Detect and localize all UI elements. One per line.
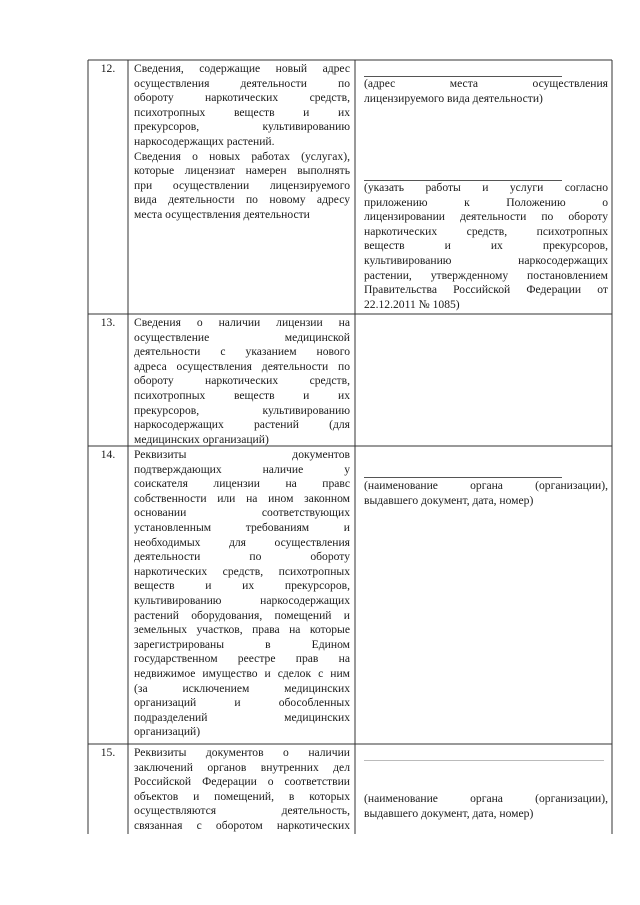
row-number: 12. — [100, 62, 116, 75]
text-line: организаций) — [134, 725, 201, 739]
text-line: осуществления деятельности по — [134, 76, 350, 90]
text-line: объектов и помещений, в которых — [134, 789, 350, 803]
note-line: (указать работы и услуги согласно — [364, 181, 608, 194]
text-line: зарегистрированы в Едином — [134, 637, 350, 651]
text-line: обороту наркотических средств, — [134, 374, 350, 388]
text-line: земельных участков, права на которые — [134, 623, 350, 637]
text-line: психотропных веществ и их — [134, 388, 350, 402]
text-line: медицинских организаций) — [134, 432, 269, 446]
note-line: 22.12.2011 № 1085) — [364, 297, 460, 311]
text-line: адреса осуществления деятельности по — [134, 359, 350, 373]
text-line: заключений органов внутренних дел — [134, 760, 350, 774]
note-line: веществ и их прекурсоров, — [364, 239, 608, 253]
text-line: Сведения о новых работах (услугах), — [134, 149, 350, 163]
text-line: осуществляются деятельность, — [134, 804, 350, 818]
text-line: вида деятельности по новому адресу — [134, 193, 350, 207]
text-line: подтверждающих наличие у — [134, 462, 350, 476]
text-line: деятельности по обороту — [134, 550, 350, 564]
text-line: связанная с оборотом наркотических — [134, 818, 350, 832]
row-number: 13. — [100, 316, 116, 329]
text-line: наркосодержащих растений. — [134, 134, 275, 148]
text-line: веществ и их прекурсоров, — [134, 579, 350, 593]
note-line: лицензируемого вида деятельности) — [364, 91, 543, 105]
note-line: выдавшего документ, дата, номер) — [364, 806, 534, 820]
text-line: осуществление медицинской — [134, 330, 350, 344]
row-number: 14. — [100, 448, 116, 461]
note-line: (наименование органа (организации), — [364, 479, 608, 492]
row-12-description — [134, 62, 350, 223]
note-line: Правительства Российской Федерации от — [364, 283, 608, 297]
note-line: (наименование органа (организации), — [364, 792, 608, 805]
text-line: установленным требованиям и — [134, 520, 350, 534]
note-line: растении, утвержденному постановлением — [364, 268, 608, 282]
note-line: наркотических средств, психотропных — [364, 224, 608, 238]
row-15-description — [134, 746, 350, 834]
row-number: 15. — [100, 746, 116, 759]
note-line: лицензировании деятельности по обороту — [364, 210, 608, 224]
text-line: места осуществления деятельности — [134, 207, 310, 221]
works-note — [364, 181, 608, 312]
fill-in-line — [364, 477, 562, 478]
issuer-note — [364, 479, 608, 508]
text-line: подразделений медицинских — [134, 710, 350, 724]
text-line: наркотических средств, психотропных — [134, 564, 350, 578]
text-line: наркосодержащих растений (для — [134, 418, 350, 432]
text-line: государственном реестре прав на — [134, 652, 350, 666]
note-line: выдавшего документ, дата, номер) — [364, 493, 534, 507]
text-line: Сведения о наличии лицензии на — [134, 316, 350, 329]
text-line: собственности или на ином законном — [134, 491, 350, 505]
text-line: Реквизиты документов о наличии — [134, 746, 350, 759]
note-line: (адрес места осуществления — [364, 77, 608, 90]
text-line: Сведения, содержащие новый адрес — [134, 62, 350, 75]
text-line: Реквизиты документов — [134, 448, 350, 461]
text-line: недвижимое имущество и сделок с ним — [134, 666, 350, 680]
text-line: растений оборудования, помещений и — [134, 608, 350, 622]
row-14-description — [134, 448, 350, 740]
text-line: которые лицензиат намерен выполнять — [134, 164, 350, 178]
fill-in-line — [364, 760, 604, 761]
text-line: культивированию наркосодержащих — [134, 593, 350, 607]
address-note — [364, 77, 608, 106]
note-line: приложению к Положению о — [364, 195, 608, 209]
note-line: культивированию наркосодержащих — [364, 253, 608, 267]
text-line: прекурсоров, культивированию — [134, 403, 350, 417]
text-line: организаций и обособленных — [134, 696, 350, 710]
row-13-description — [134, 316, 350, 447]
text-line: обороту наркотических средств, — [134, 91, 350, 105]
text-line: психотропных веществ и их — [134, 105, 350, 119]
text-line: Российской Федерации о соответствии — [134, 775, 350, 789]
text-line: при осуществлении лицензируемого — [134, 178, 350, 192]
text-line: необходимых для осуществления — [134, 535, 350, 549]
text-line: (за исключением медицинских — [134, 681, 350, 695]
issuer-note — [364, 792, 608, 821]
text-line: прекурсоров, культивированию — [134, 120, 350, 134]
text-line: основании соответствующих — [134, 506, 350, 520]
text-line: деятельности с указанием нового — [134, 345, 350, 359]
text-line: соискателя лицензии на правс — [134, 477, 350, 491]
